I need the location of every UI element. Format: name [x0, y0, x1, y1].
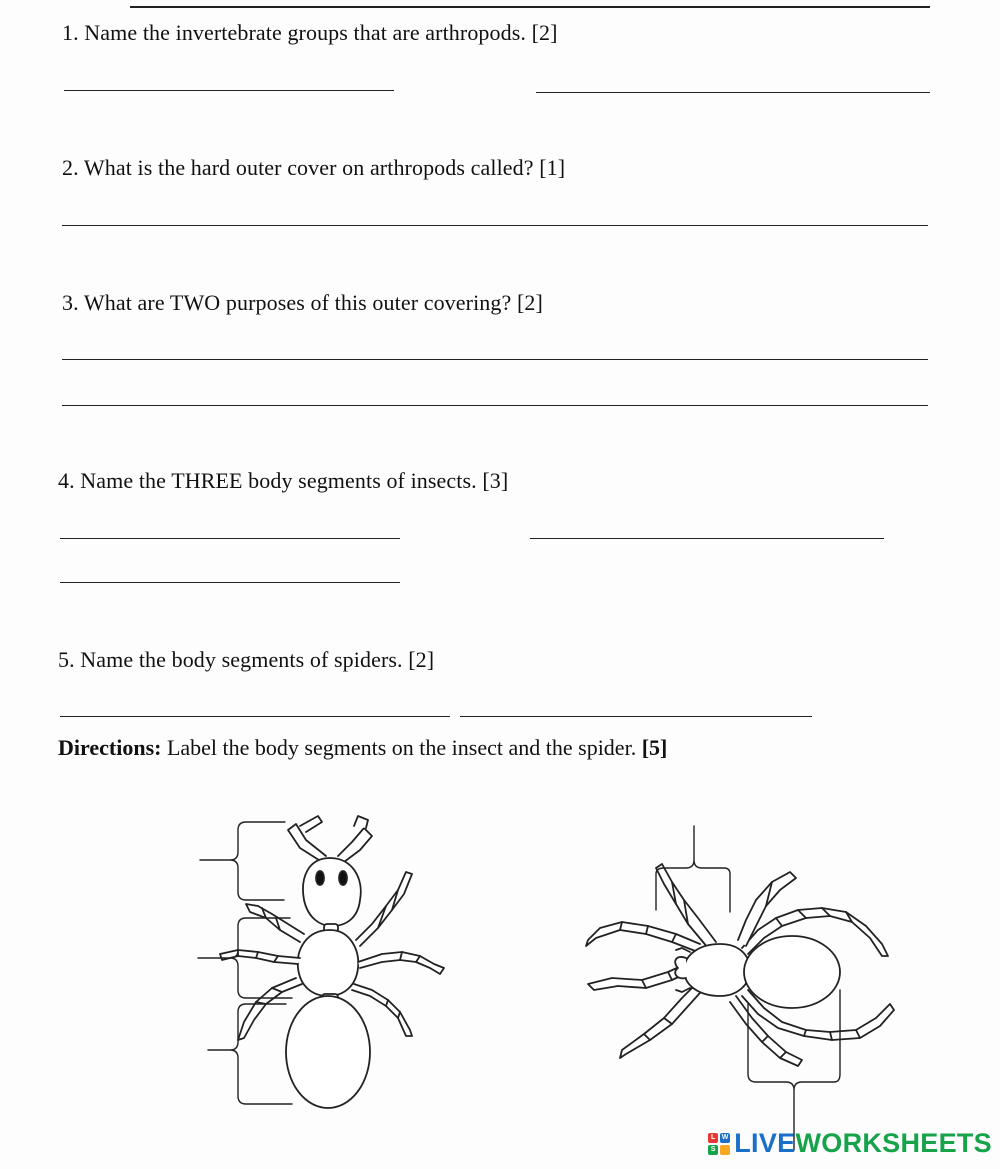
question-3: 3. What are TWO purposes of this outer covering? [2]: [62, 290, 543, 315]
ant-diagram-icon: [198, 816, 444, 1108]
brand-text-worksheets: WORKSHEETS: [795, 1128, 992, 1158]
question-2: 2. What is the hard outer cover on arthropods called? [1]: [62, 155, 566, 180]
liveworksheets-logo-icon: L W S: [708, 1133, 730, 1155]
spider-diagram-icon: [586, 826, 894, 1150]
question-1: 1. Name the invertebrate groups that are arthropods. [2]: [62, 20, 558, 45]
question-5: 5. Name the body segments of spiders. [2]: [58, 647, 435, 672]
brand-text-live: LIVE: [734, 1128, 796, 1158]
question-4: 4. Name the THREE body segments of insects. [3]: [58, 468, 509, 493]
brand-watermark: [708, 1128, 992, 1159]
directions-text: Label the body segments on the insect and the spider.: [161, 735, 642, 760]
directions-points: [5]: [641, 735, 668, 760]
directions-label: Directions:: [58, 735, 162, 760]
